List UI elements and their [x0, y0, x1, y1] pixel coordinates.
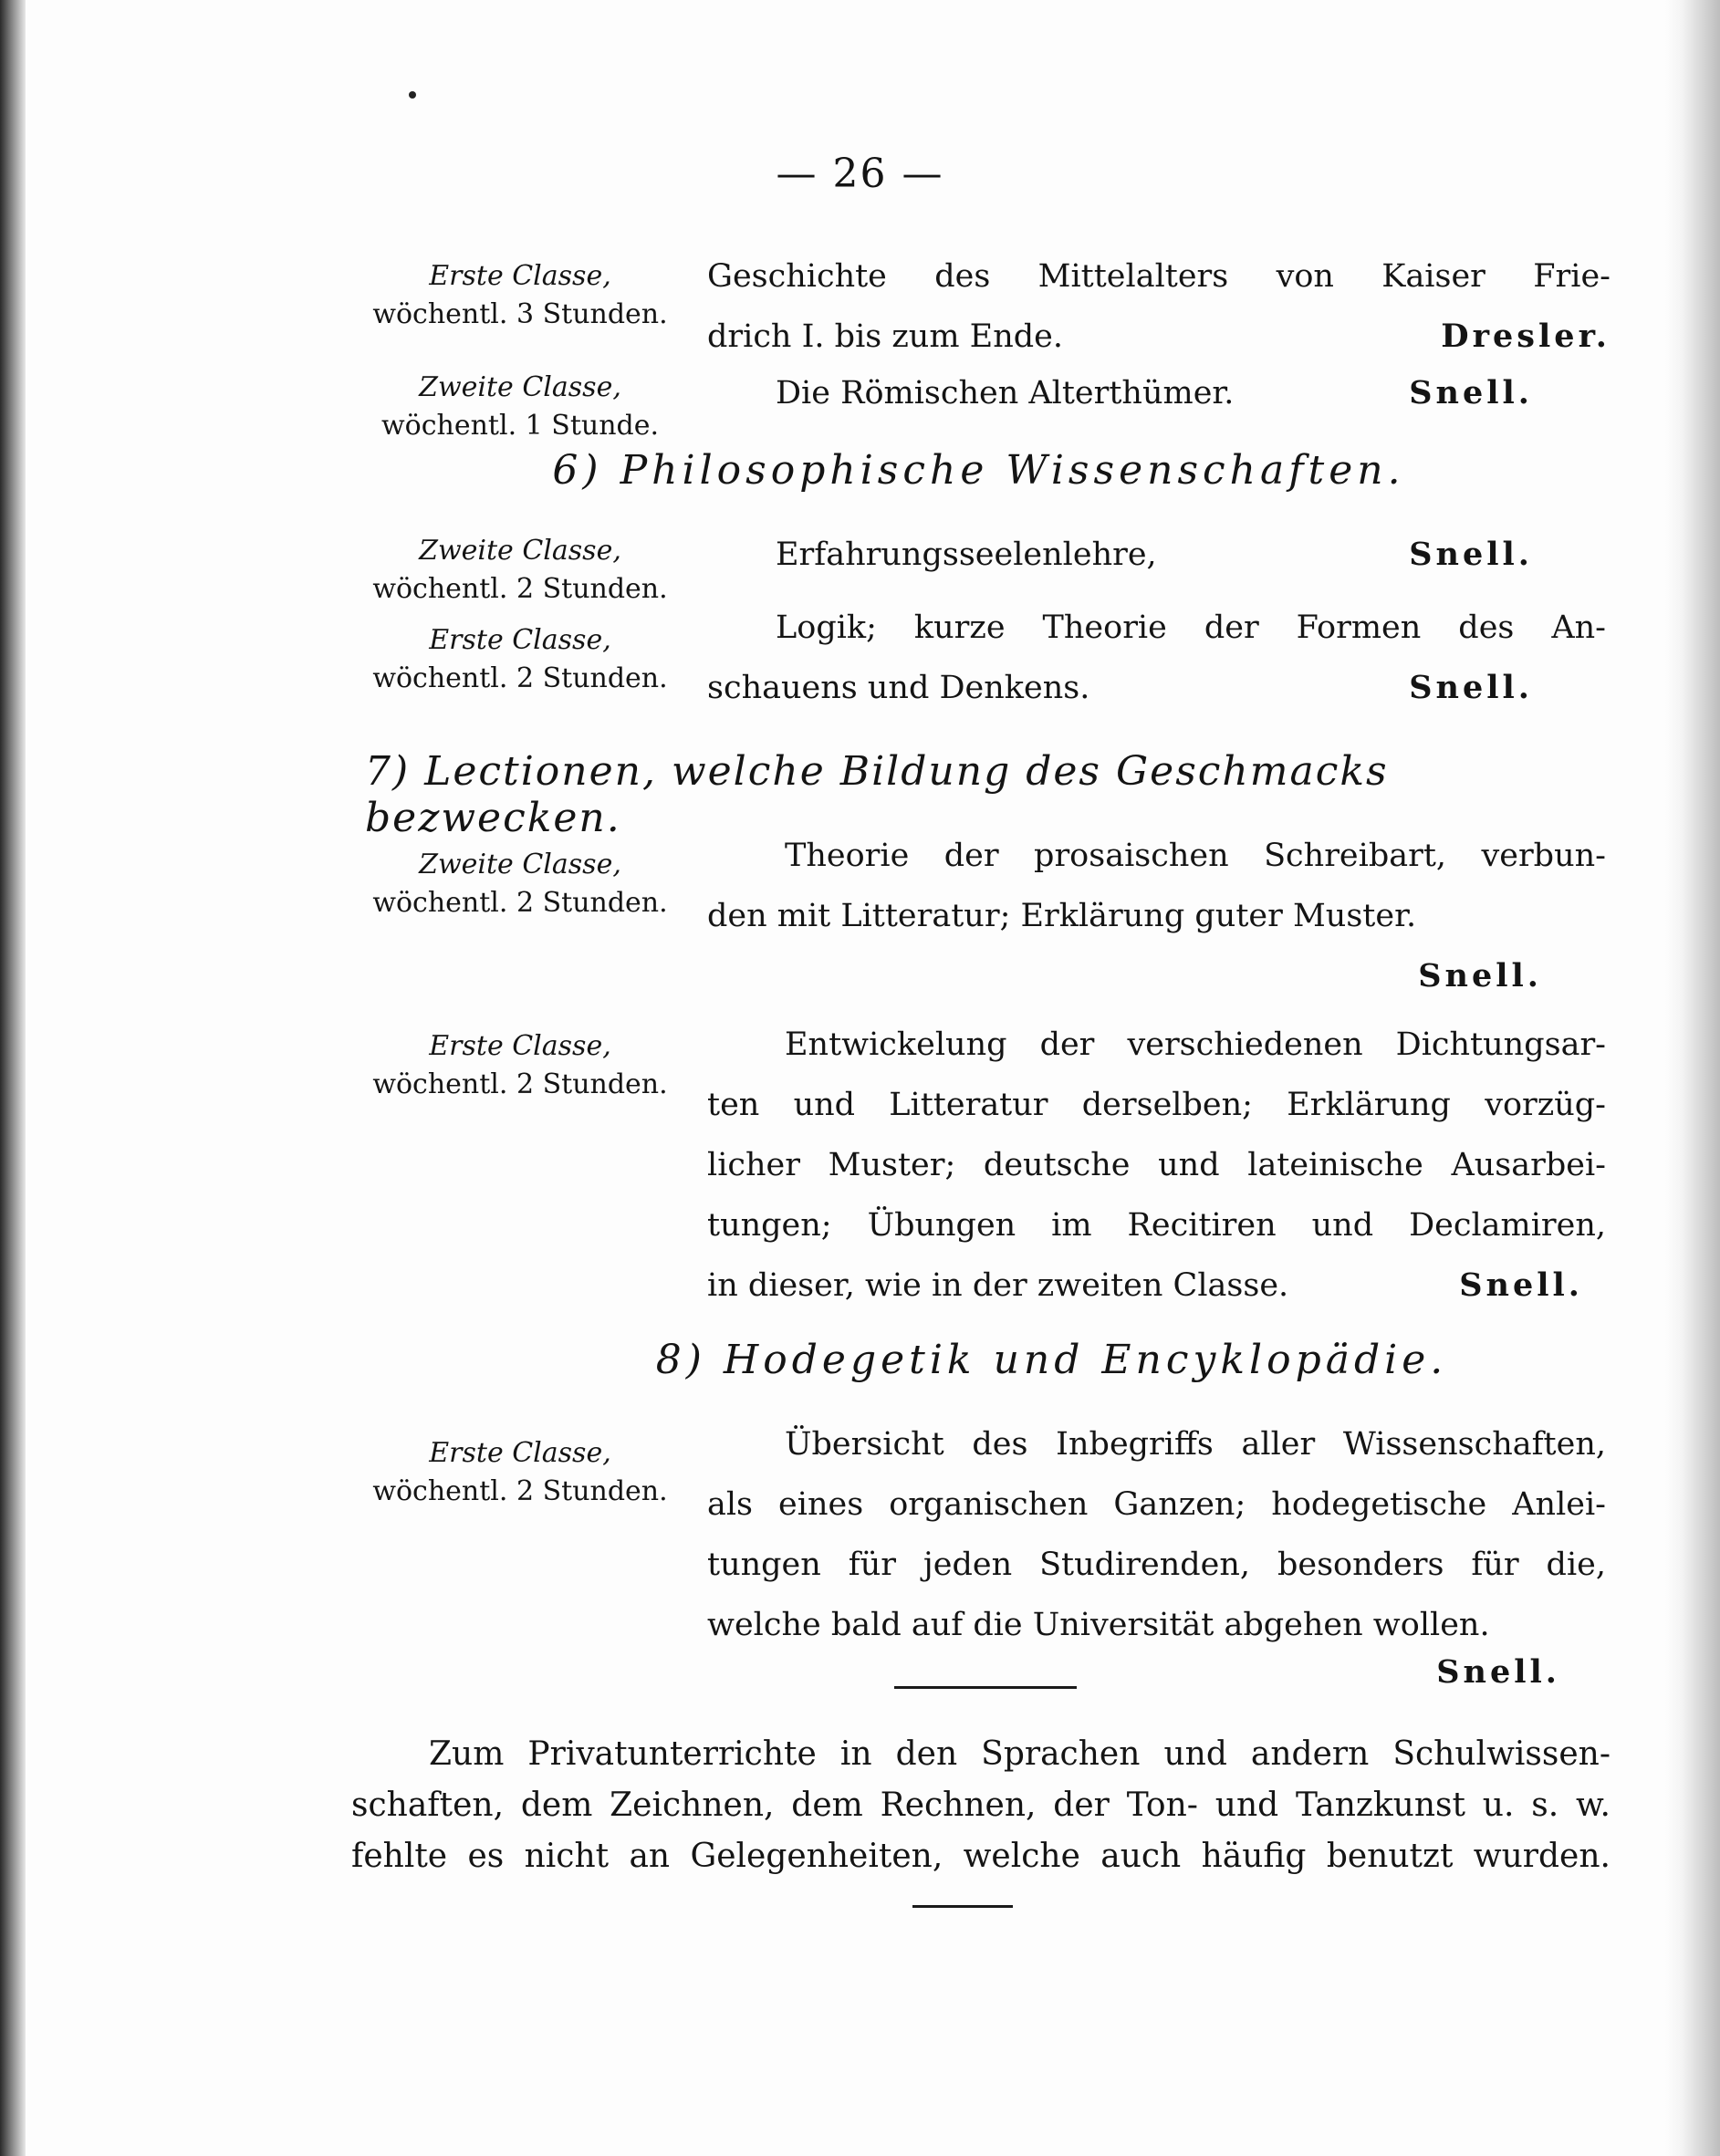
text-line — [776, 363, 1533, 423]
entry-text — [776, 363, 1533, 423]
text-line: Theorie der prosaischen Schreibart, verbun- — [785, 838, 1606, 874]
entry-text — [707, 826, 1606, 1006]
teacher-name: Snell. — [1409, 374, 1533, 411]
text-line — [707, 307, 1611, 367]
end-rule — [912, 1905, 1013, 1908]
entry-text — [707, 246, 1611, 367]
text-line: den mit Litteratur; Erklärung guter Muster. — [707, 898, 1417, 934]
section-heading-6: 6) Philosophische Wissenschaften. — [552, 447, 1405, 494]
text-line: Zum Privatunterrichte in den Sprachen und andern Schulwissen- — [429, 1735, 1611, 1773]
section-heading-7: 7) Lectionen, welche Bildung des Geschmacks bezwecken. — [365, 748, 1389, 841]
margin-note — [347, 1434, 693, 1511]
margin-note — [347, 532, 693, 609]
margin-note — [347, 369, 693, 445]
teacher-name: Snell. — [1409, 536, 1533, 573]
text-line: tungen; Übungen im Recitiren und Declamiren, — [707, 1207, 1606, 1244]
section-divider-rule — [894, 1686, 1077, 1689]
margin-note — [347, 621, 693, 698]
text-line: als eines organischen Ganzen; hodegetische Anlei- — [707, 1486, 1606, 1523]
teacher-name: Snell. — [1459, 1266, 1583, 1304]
text-line-content: drich I. bis zum Ende. — [707, 318, 1063, 355]
page-binding-shadow — [0, 0, 26, 2156]
classe-label: Erste Classe, — [429, 1030, 611, 1062]
hours-label: wöchentl. 2 Stunden. — [372, 662, 668, 694]
classe-label: Zweite Classe, — [419, 849, 621, 880]
text-line: schaften, dem Zeichnen, dem Rechnen, der Ton- und Tanzkunst u. s. w. — [351, 1786, 1611, 1824]
closing-paragraph — [351, 1729, 1611, 1882]
entry-text — [707, 1414, 1606, 1703]
classe-label: Erste Classe, — [429, 624, 611, 656]
text-line — [707, 1255, 1583, 1316]
page-number: — 26 — — [776, 151, 944, 197]
hours-label: wöchentl. 2 Stunden. — [372, 887, 668, 919]
text-line: welche bald auf die Universität abgehen wollen. — [707, 1607, 1490, 1643]
text-line: tungen für jeden Studirenden, besonders für die, — [707, 1547, 1606, 1583]
text-line: Entwickelung der verschiedenen Dichtungsar- — [785, 1026, 1606, 1063]
text-line: Geschichte des Mittelalters von Kaiser Frie- — [707, 258, 1611, 295]
section-heading-8: 8) Hodegetik und Encyklopädie. — [655, 1337, 1448, 1383]
entry-text — [707, 1015, 1606, 1316]
text-line-content: schauens und Denkens. — [707, 670, 1090, 706]
hours-label: wöchentl. 3 Stunden. — [372, 298, 668, 330]
teacher-name: Snell. — [1436, 1653, 1560, 1691]
text-line-content: Erfahrungsseelenlehre, — [776, 536, 1157, 573]
entry-text — [776, 525, 1533, 585]
print-speck — [409, 91, 416, 99]
text-line: licher Muster; deutsche und lateinische Ausarbei- — [707, 1147, 1606, 1183]
classe-label: Erste Classe, — [429, 260, 611, 292]
teacher-name: Dresler. — [1441, 318, 1611, 355]
margin-note — [347, 1027, 693, 1104]
hours-label: wöchentl. 2 Stunden. — [372, 573, 668, 605]
hours-label: wöchentl. 2 Stunden. — [372, 1068, 668, 1100]
text-line — [776, 525, 1533, 585]
classe-label: Zweite Classe, — [419, 535, 621, 567]
text-line — [707, 658, 1606, 718]
text-line-content: Die Römischen Alterthümer. — [776, 375, 1235, 411]
hours-label: wöchentl. 2 Stunden. — [372, 1475, 668, 1507]
margin-note — [347, 257, 693, 334]
text-line-content: in dieser, wie in der zweiten Classe. — [707, 1267, 1289, 1304]
teacher-name: Snell. — [1418, 957, 1542, 995]
page-edge-shadow — [1665, 0, 1720, 2156]
margin-note — [347, 846, 693, 922]
text-line: ten und Litteratur derselben; Erklärung vorzüg- — [707, 1087, 1606, 1123]
classe-label: Erste Classe, — [429, 1437, 611, 1469]
classe-label: Zweite Classe, — [419, 371, 621, 403]
text-line: Logik; kurze Theorie der Formen des An- — [776, 609, 1606, 646]
entry-text — [707, 598, 1606, 718]
hours-label: wöchentl. 1 Stunde. — [380, 410, 660, 442]
text-line: Übersicht des Inbegriffs aller Wissenschaften, — [785, 1426, 1606, 1463]
teacher-name: Snell. — [1409, 669, 1533, 706]
text-line: fehlte es nicht an Gelegenheiten, welche auch häufig benutzt wurden. — [351, 1838, 1611, 1875]
